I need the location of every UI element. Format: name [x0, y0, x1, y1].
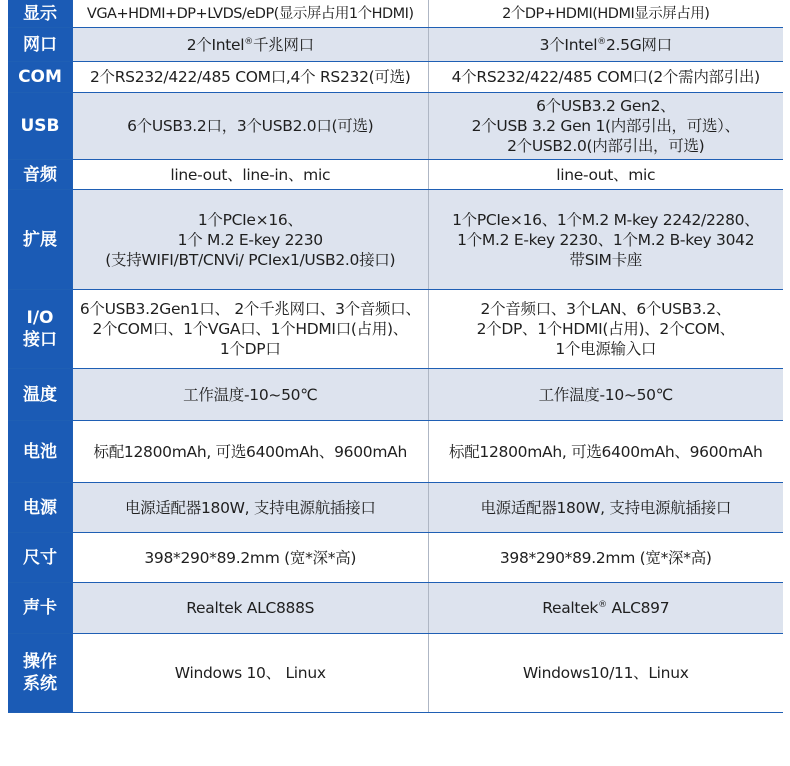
- line: 2个RS232/422/485 COM口,4个 RS232(可选): [89, 68, 411, 86]
- line: 4个RS232/422/485 COM口(2个需内部引出): [451, 68, 760, 86]
- line: 2个USB2.0(内部引出，可选): [507, 137, 705, 155]
- spec-row-io-ports: [8, 290, 783, 369]
- row-label: [8, 421, 73, 482]
- spec-row-power: [8, 483, 783, 533]
- model-a-value: [73, 0, 429, 27]
- line: 操作: [23, 652, 57, 672]
- line: 标配12800mAh, 可选6400mAh、9600mAh: [93, 442, 407, 461]
- line: 6个USB3.2口，3个USB2.0口(可选): [127, 117, 374, 135]
- spec-row-expansion: [8, 190, 783, 290]
- spec-row-network: [8, 28, 783, 62]
- model-a-value: [73, 160, 429, 189]
- model-a-value: [73, 421, 429, 482]
- line: 音频: [23, 164, 57, 185]
- line: USB: [20, 116, 60, 136]
- spec-row-audio: [8, 160, 783, 190]
- row-label: [8, 583, 73, 633]
- line: 声卡: [23, 598, 57, 618]
- spec-row-sound-card: [8, 583, 783, 634]
- line: 显示: [23, 3, 57, 24]
- row-label: [8, 634, 73, 712]
- row-label: [8, 290, 73, 368]
- spec-row-battery: [8, 421, 783, 483]
- model-b-value: [429, 190, 784, 289]
- line: (支持WIFI/BT/CNVi/ PCIex1/USB2.0接口): [105, 250, 396, 269]
- model-a-value: [73, 369, 429, 420]
- model-b-value: [429, 28, 784, 61]
- model-a-value: [73, 290, 429, 368]
- line: 尺寸: [23, 547, 57, 568]
- line: 2个音频口、3个LAN、6个USB3.2、: [480, 300, 731, 318]
- line: Realtek® ALC897: [542, 599, 670, 617]
- line: 工作温度-10~50℃: [183, 385, 318, 404]
- line: 接口: [23, 330, 57, 350]
- row-label: [8, 369, 73, 420]
- line: 398*290*89.2mm (宽*深*高): [144, 548, 357, 567]
- model-a-value: [73, 634, 429, 712]
- model-b-value: [429, 93, 784, 159]
- line: 3个Intel®2.5G网口: [539, 35, 672, 54]
- model-b-value: [429, 290, 784, 368]
- line: line-out、mic: [556, 165, 656, 184]
- spec-row-usb: [8, 93, 783, 160]
- model-a-value: [73, 93, 429, 159]
- spec-table: [8, 0, 783, 713]
- line: 1个PCIe×16、1个M.2 M-key 2242/2280、: [452, 210, 760, 229]
- line: 2个DP+HDMI(HDMI显示屏占用): [502, 5, 710, 22]
- model-a-value: [73, 533, 429, 582]
- model-b-value: [429, 421, 784, 482]
- row-label: [8, 160, 73, 189]
- row-label: [8, 483, 73, 532]
- line: 2个DP、1个HDMI(占用)、2个COM、: [476, 320, 735, 338]
- line: 电源适配器180W, 支持电源航插接口: [480, 498, 732, 517]
- model-b-value: [429, 62, 784, 92]
- spec-row-dimensions: [8, 533, 783, 583]
- line: 6个USB3.2Gen1口、 2个千兆网口、3个音频口、: [79, 300, 421, 318]
- model-b-value: [429, 583, 784, 633]
- line: 6个USB3.2 Gen2、: [536, 97, 676, 115]
- model-b-value: [429, 634, 784, 712]
- line: 1个电源输入口: [555, 340, 657, 358]
- line: 带SIM卡座: [569, 250, 642, 269]
- line: 1个PCIe×16、: [197, 210, 303, 229]
- model-a-value: [73, 190, 429, 289]
- model-a-value: [73, 28, 429, 61]
- line: 工作温度-10~50℃: [538, 385, 673, 404]
- row-label: [8, 62, 73, 92]
- line: 系统: [23, 674, 57, 694]
- line: Realtek ALC888S: [186, 599, 315, 617]
- line: 标配12800mAh, 可选6400mAh、9600mAh: [449, 442, 763, 461]
- model-a-value: [73, 62, 429, 92]
- line: 1个M.2 E-key 2230、1个M.2 B-key 3042: [457, 230, 755, 249]
- line: Windows 10、 Linux: [174, 664, 326, 682]
- line: 1个 M.2 E-key 2230: [177, 230, 323, 249]
- line: I/O: [26, 308, 54, 328]
- line: 1个DP口: [219, 340, 281, 358]
- line: 2个COM口、1个VGA口、1个HDMI口(占用)、: [92, 320, 408, 338]
- line: 温度: [23, 384, 57, 405]
- line: 2个Intel®千兆网口: [186, 35, 314, 54]
- row-label: [8, 190, 73, 289]
- line: 网口: [23, 34, 57, 55]
- spec-row-os: [8, 634, 783, 713]
- line: line-out、line-in、mic: [170, 165, 331, 184]
- line: COM: [18, 67, 62, 87]
- model-b-value: [429, 533, 784, 582]
- line: 扩展: [23, 229, 57, 250]
- row-label: [8, 28, 73, 61]
- row-label: [8, 93, 73, 159]
- spec-row-com: [8, 62, 783, 93]
- line: 电池: [23, 441, 57, 462]
- model-b-value: [429, 483, 784, 532]
- line: Windows10/11、Linux: [522, 664, 689, 682]
- model-b-value: [429, 160, 784, 189]
- row-label: [8, 0, 73, 27]
- line: 2个USB 3.2 Gen 1(内部引出，可选）、: [471, 117, 740, 135]
- line: VGA+HDMI+DP+LVDS/eDP(显示屏占用1个HDMI): [86, 5, 414, 22]
- model-a-value: [73, 583, 429, 633]
- spec-row-temperature: [8, 369, 783, 421]
- model-b-value: [429, 0, 784, 27]
- spec-row-display: [8, 0, 783, 28]
- line: 电源适配器180W, 支持电源航插接口: [124, 498, 376, 517]
- line: 398*290*89.2mm (宽*深*高): [499, 548, 712, 567]
- line: 电源: [23, 497, 57, 518]
- model-a-value: [73, 483, 429, 532]
- row-label: [8, 533, 73, 582]
- model-b-value: [429, 369, 784, 420]
